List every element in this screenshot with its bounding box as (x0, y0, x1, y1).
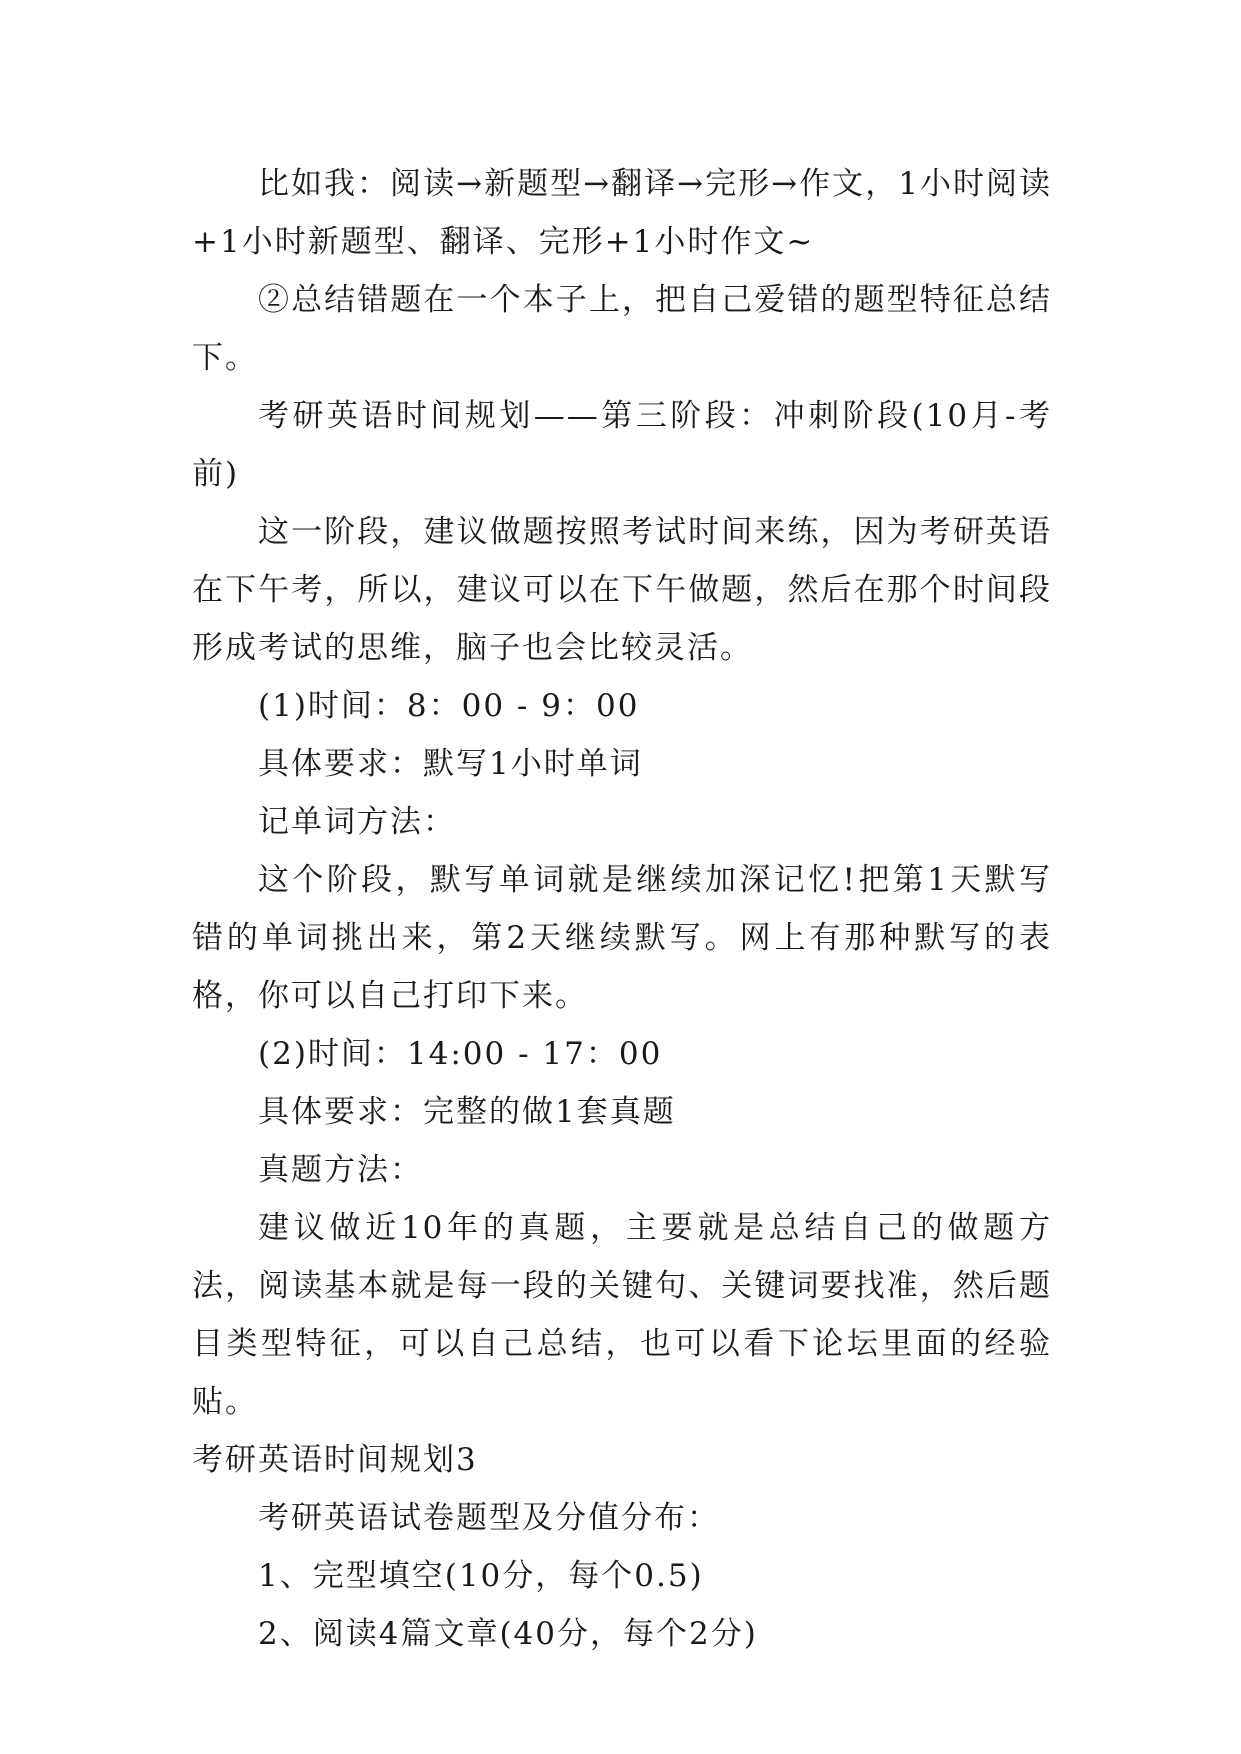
paragraph: 具体要求：默写1小时单词 (258, 746, 643, 782)
list-item: 2、阅读4篇文章(40分，每个2分) (258, 1616, 758, 1652)
paragraph: 比如我：阅读→新题型→翻译→完形→作文，1小时阅读+1小时新题型、翻译、完形+1小时作文~ (192, 166, 1052, 260)
paragraph: 具体要求：完整的做1套真题 (258, 1094, 676, 1130)
paragraph: 记单词方法： (258, 804, 456, 840)
list-item: 1、完型填空(10分，每个0.5) (258, 1558, 704, 1594)
document-body (192, 155, 1052, 1663)
paragraph: 建议做近10年的真题，主要就是总结自己的做题方法，阅读基本就是每一段的关键句、关键词要找准，然后题目类型特征，可以自己总结，也可以看下论坛里面的经验贴。 (192, 1210, 1052, 1420)
section-heading: 考研英语时间规划——第三阶段：冲刺阶段(10月-考前) (192, 398, 1052, 492)
paragraph: 这个阶段，默写单词就是继续加深记忆!把第1天默写错的单词挑出来，第2天继续默写。网上有那种默写的表格，你可以自己打印下来。 (192, 862, 1052, 1014)
paragraph: ②总结错题在一个本子上，把自己爱错的题型特征总结下。 (192, 282, 1052, 376)
section-title: 考研英语时间规划3 (192, 1442, 478, 1478)
paragraph: 这一阶段，建议做题按照考试时间来练，因为考研英语在下午考，所以，建议可以在下午做题，然后在那个时间段形成考试的思维，脑子也会比较灵活。 (192, 514, 1052, 666)
paragraph: 考研英语试卷题型及分值分布： (258, 1500, 720, 1536)
paragraph: 真题方法： (258, 1152, 423, 1188)
paragraph: (2)时间：14:00 - 17：00 (258, 1036, 663, 1072)
paragraph: (1)时间：8：00 - 9：00 (258, 688, 640, 724)
